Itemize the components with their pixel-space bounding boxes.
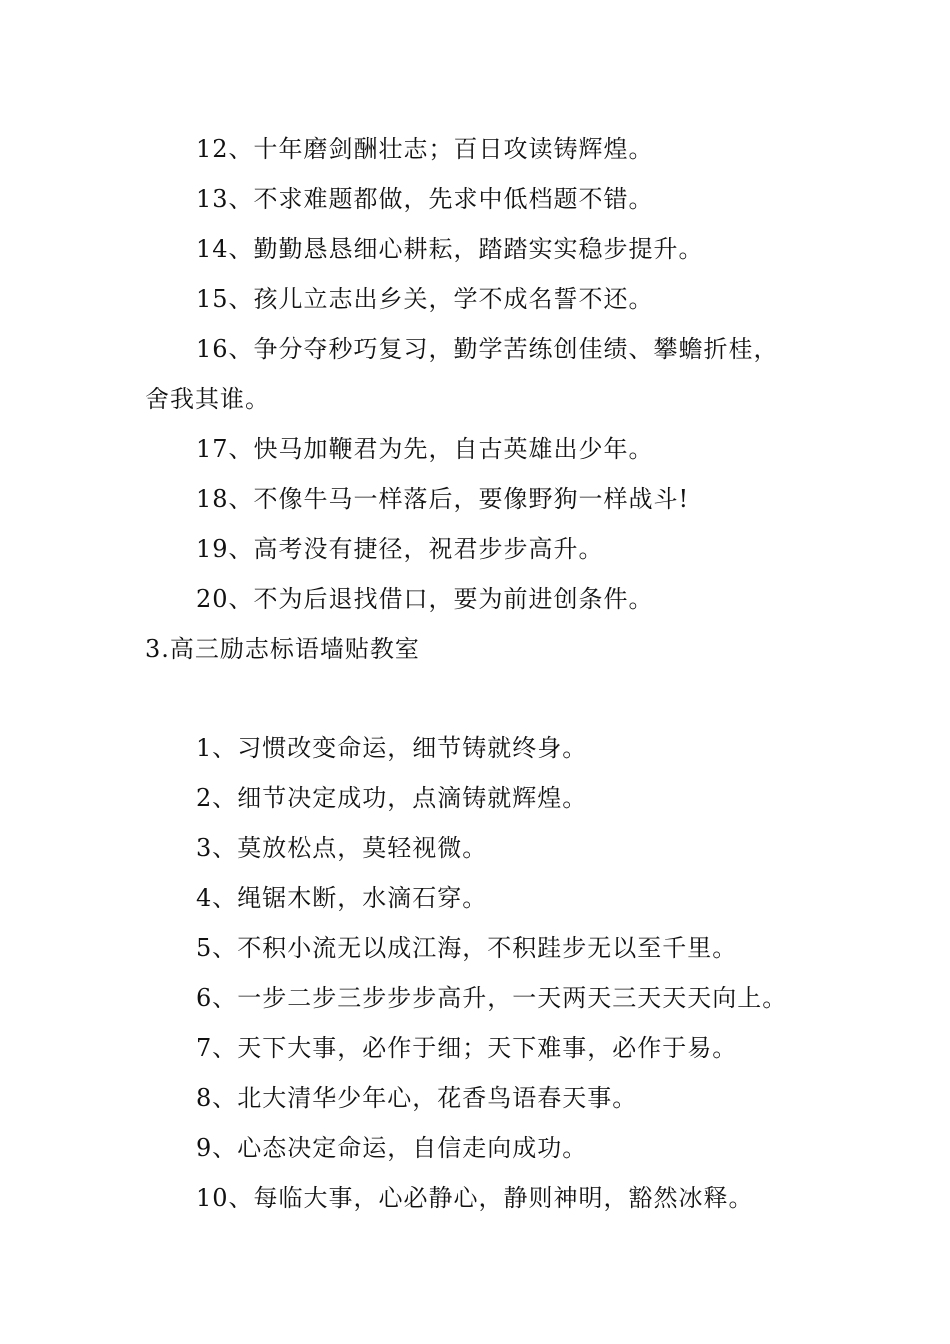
list-item: 1、习惯改变命运，细节铸就终身。: [196, 734, 588, 762]
list-item: 4、绳锯木断，水滴石穿。: [196, 884, 488, 912]
list-item: 7、天下大事，必作于细；天下难事，必作于易。: [196, 1034, 738, 1062]
list-item: 5、不积小流无以成江海，不积跬步无以至千里。: [196, 934, 738, 962]
list-item: 14、勤勤恳恳细心耕耘，踏踏实实稳步提升。: [196, 235, 704, 263]
list-item: 13、不求难题都做，先求中低档题不错。: [196, 185, 654, 213]
list-item: 15、孩儿立志出乡关，学不成名誓不还。: [196, 285, 654, 313]
list-item: 20、不为后退找借口，要为前进创条件。: [196, 585, 654, 613]
list-item: 3、莫放松点，莫轻视微。: [196, 834, 488, 862]
list-item: 2、细节决定成功，点滴铸就辉煌。: [196, 784, 588, 812]
list-item-continuation: 舍我其谁。: [145, 385, 270, 413]
list-item: 18、不像牛马一样落后，要像野狗一样战斗!: [196, 485, 690, 513]
list-item: 16、争分夺秒巧复习，勤学苦练创佳绩、攀蟾折桂，: [196, 335, 779, 363]
list-item: 9、心态决定命运，自信走向成功。: [196, 1134, 588, 1162]
list-item: 17、快马加鞭君为先，自古英雄出少年。: [196, 435, 654, 463]
list-item: 6、一步二步三步步步高升，一天两天三天天天向上。: [196, 984, 788, 1012]
list-item: 10、每临大事，心必静心，静则神明，豁然冰释。: [196, 1184, 754, 1212]
section-heading: 3.高三励志标语墙贴教室: [145, 635, 420, 663]
list-item: 12、十年磨剑酬壮志；百日攻读铸辉煌。: [196, 135, 654, 163]
list-item: 19、高考没有捷径，祝君步步高升。: [196, 535, 604, 563]
list-item: 8、北大清华少年心，花香鸟语春天事。: [196, 1084, 638, 1112]
